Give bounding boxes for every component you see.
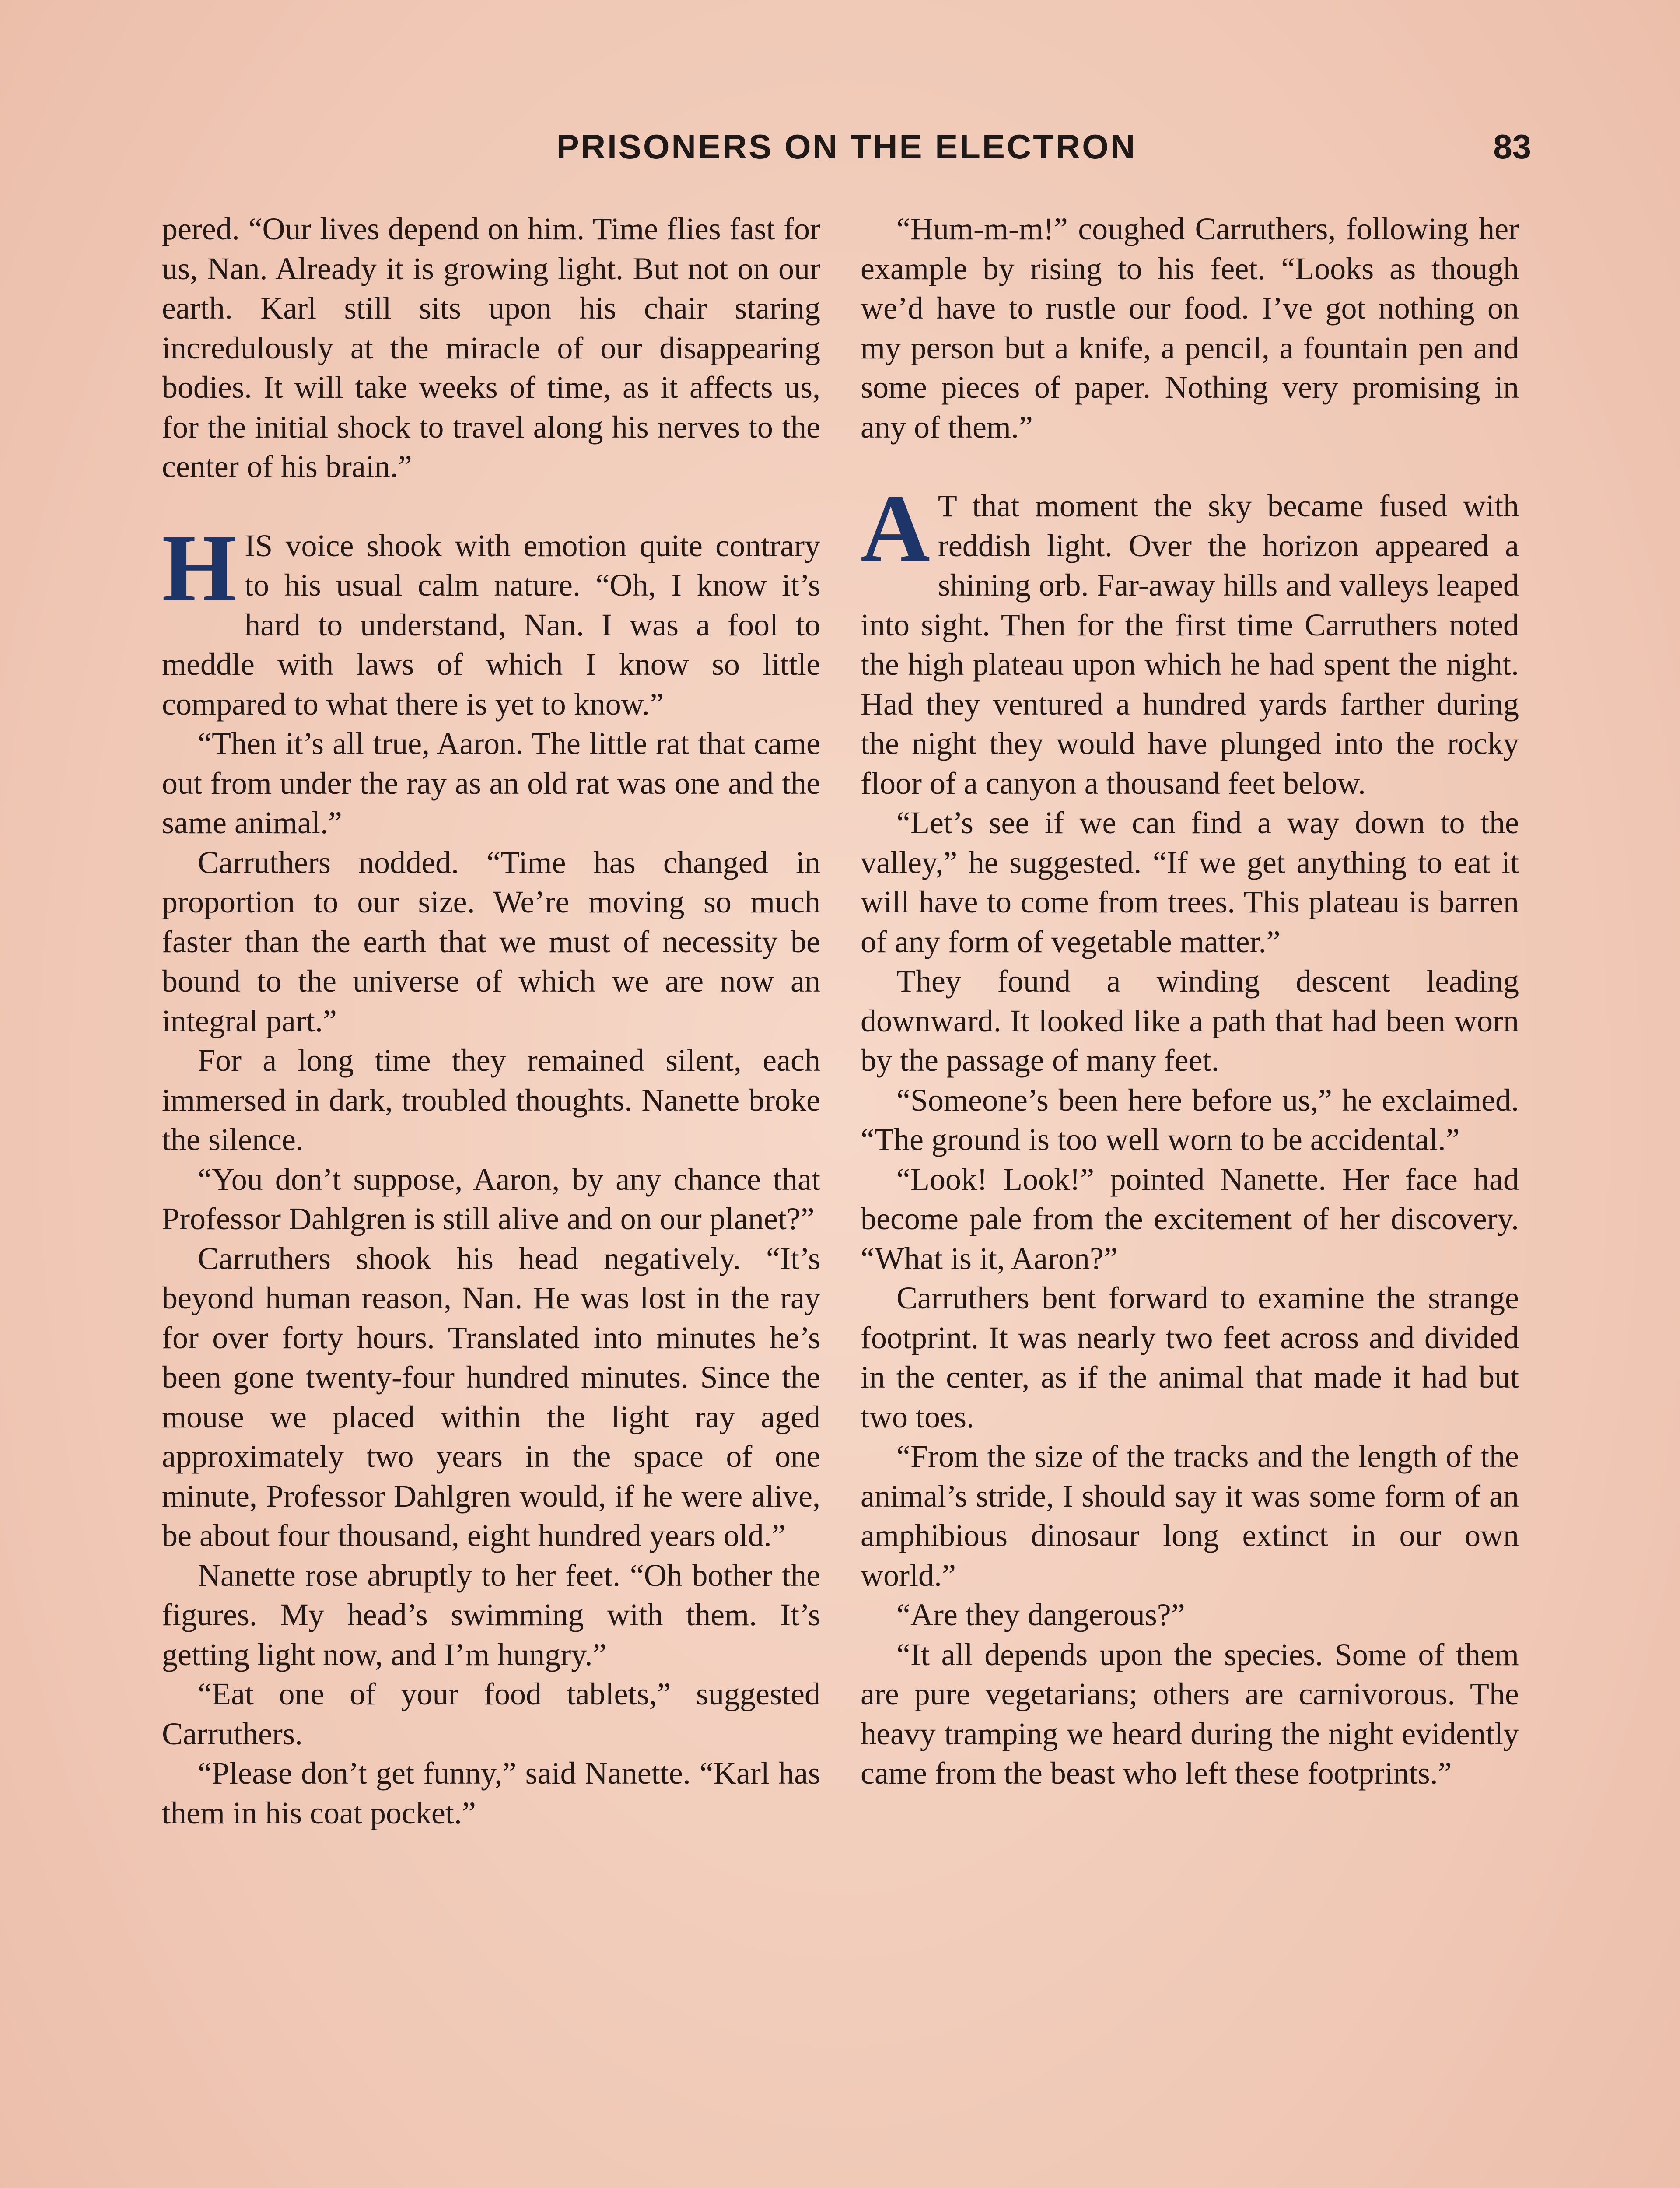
paragraph: “You don’t suppose, Aaron, by any chance that Professor Dahlgren is still alive and on our planet?” <box>162 1161 820 1236</box>
paragraph: Carruthers bent forward to examine the strange footprint. It was nearly two feet across and divided in the center, as if the animal that made it had but two toes. <box>861 1280 1519 1434</box>
paragraph-text: IS voice shook with emotion quite contrary to his usual calm nature. “Oh, I know it’s hard to understand, Nan. I was a fool to meddle with laws of which I know so little compared to what there is yet to know.” <box>162 528 820 722</box>
right-column <box>861 209 1519 1793</box>
paragraph: “Are they dangerous?” <box>896 1597 1185 1632</box>
paragraph: Carruthers nodded. “Time has changed in proportion to our size. We’re moving so much faster than the earth that we must of necessity be bound to the universe of which we are now an integral part.” <box>162 845 820 1038</box>
paragraph-with-drop-cap <box>162 514 820 724</box>
paragraph: “Then it’s all true, Aaron. The little rat that came out from under the ray as an old rat was one and the same animal.” <box>162 726 820 840</box>
paragraph-text: T that moment the sky became fused with reddish light. Over the horizon appeared a shining orb. Far-away hills and valleys leaped into sight. Then for the first time Carruthers noted the high plateau upon which he had spent the night. Had they ventured a hundred yards farther during the night they would have plunged into the rocky floor of a canyon a thousand feet below. <box>861 488 1519 801</box>
paragraph: Carruthers shook his head negatively. “It’s beyond human reason, Nan. He was lost in the ray for over forty hours. Translated into minutes he’s been gone twenty-four hundred minutes. Since the mouse we placed within the light ray aged approximately two years in the space of one minute, Professor Dahlgren would, if he were alive, be about four thousand, eight hundred years old.” <box>162 1241 820 1553</box>
page-number: 83 <box>1493 127 1531 166</box>
paragraph: “Look! Look!” pointed Nanette. Her face had become pale from the excitement of her discovery. “What is it, Aaron?” <box>861 1161 1519 1276</box>
paragraph: “Eat one of your food tablets,” suggested Carruthers. <box>162 1676 820 1751</box>
paragraph: For a long time they remained silent, each immersed in dark, troubled thoughts. Nanette broke the silence. <box>162 1043 820 1157</box>
drop-cap: H <box>162 514 237 621</box>
paragraph: “Hum-m-m!” coughed Carruthers, following her example by rising to his feet. “Looks as though we’d have to rustle our food. I’ve got nothing on my person but a knife, a pencil, a fountain pen and some pieces of paper. Nothing very promising in any of them.” <box>861 211 1519 445</box>
paragraph: “Let’s see if we can find a way down to the valley,” he suggested. “If we get anything to eat it will have to come from trees. This plateau is barren of any form of vegetable matter.” <box>861 805 1519 959</box>
paragraph-with-drop-cap <box>861 475 1519 803</box>
paragraph: Nanette rose abruptly to her feet. “Oh bother the figures. My head’s swimming with them. It’s getting light now, and I’m hungry.” <box>162 1557 820 1672</box>
running-header <box>162 127 1531 175</box>
paragraph: “Please don’t get funny,” said Nanette. “Karl has them in his coat pocket.” <box>162 1756 820 1830</box>
running-title: PRISONERS ON THE ELECTRON <box>556 127 1137 166</box>
paragraph: “Someone’s been here before us,” he exclaimed. “The ground is too well worn to be accidental.” <box>861 1082 1519 1157</box>
paragraph: pered. “Our lives depend on him. Time flies fast for us, Nan. Already it is growing light. But not on our earth. Karl still sits upon his chair staring incredulously at the miracle of our disappearing bodies. It will take weeks of time, as it affects us, for the initial shock to travel along his nerves to the center of his brain.” <box>162 211 820 484</box>
drop-cap: A <box>861 475 930 582</box>
paragraph: “From the size of the tracks and the length of the animal’s stride, I should say it was some form of an amphibious dinosaur long extinct in our own world.” <box>861 1439 1519 1593</box>
paragraph: “It all depends upon the species. Some of them are pure vegetarians; others are carnivorous. The heavy tramping we heard during the night evidently came from the beast who left these footprints.” <box>861 1637 1519 1791</box>
paragraph: They found a winding descent leading downward. It looked like a path that had been worn by the passage of many feet. <box>861 964 1519 1078</box>
left-column <box>162 209 820 1833</box>
